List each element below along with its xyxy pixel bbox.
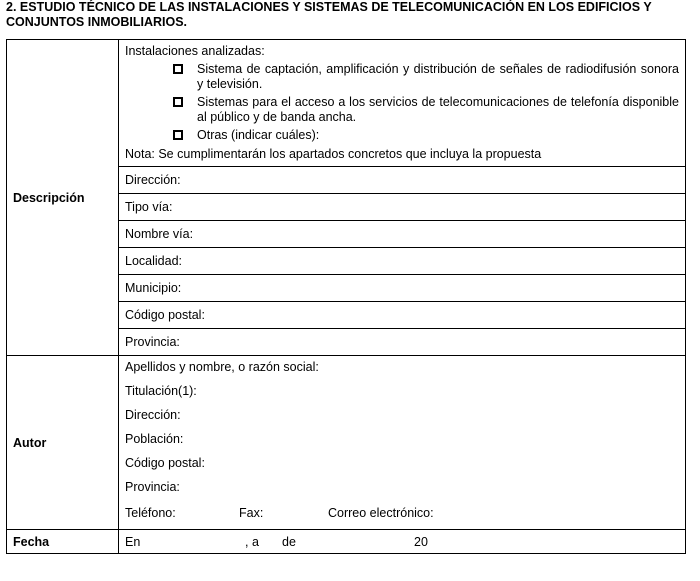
form-table [6,39,686,554]
option-radiodifusion-label: Sistema de captación, amplificación y distribución de señales de radiodifusión sonora y televisión. [197,62,679,91]
checkbox-telefonia[interactable] [173,97,183,107]
autor-nombre-field[interactable]: Apellidos y nombre, o razón social: [125,359,319,374]
option-otras [173,128,679,143]
autor-telefono-field[interactable]: Teléfono: [125,505,176,520]
autor-direccion-field[interactable]: Dirección: [125,407,181,422]
field-tipo-via[interactable]: Tipo vía: [119,194,686,221]
autor-codigo-postal-field[interactable]: Código postal: [125,455,205,470]
field-nombre-via[interactable]: Nombre vía: [119,221,686,248]
field-direccion[interactable]: Dirección: [119,167,686,194]
field-localidad[interactable]: Localidad: [119,248,686,275]
autor-provincia-field[interactable]: Provincia: [125,479,180,494]
option-telefonia-label: Sistemas para el acceso a los servicios de telecomunicaciones de telefonía disponible al público y de banda ancha. [197,95,679,124]
autor-correo-field[interactable]: Correo electrónico: [328,505,434,520]
fecha-row [125,531,679,553]
option-otras-label: Otras (indicar cuáles): [197,128,320,142]
section-heading: 2. ESTUDIO TÉCNICO DE LAS INSTALACIONES Y SISTEMAS DE TELECOMUNICACIÓN EN LOS EDIFICIOS Y CONJUNTOS INMOBILIARIOS. [6,0,652,29]
field-municipio[interactable]: Municipio: [119,275,686,302]
option-telefonia [173,95,679,125]
autor-contacto-row [125,504,679,528]
autor-poblacion-field[interactable]: Población: [125,431,184,446]
checkbox-otras[interactable] [173,130,183,140]
field-codigo-postal[interactable]: Código postal: [119,302,686,329]
autor-label: Autor [7,356,119,530]
instalaciones-block [119,40,686,167]
option-radiodifusion [173,62,679,92]
instalaciones-intro: Instalaciones analizadas: [125,44,265,58]
fecha-label: Fecha [7,530,119,554]
checkbox-radiodifusion[interactable] [173,64,183,74]
fecha-en-field[interactable]: En [125,534,141,549]
nota-text: Nota: Se cumplimentarán los apartados concretos que incluya la propuesta [125,147,542,161]
autor-fax-field[interactable]: Fax: [239,505,264,520]
fecha-anio-field[interactable]: 20 [414,534,428,549]
autor-titulacion-field[interactable]: Titulación(1): [125,383,197,398]
descripcion-label: Descripción [7,40,119,356]
fecha-dia-field[interactable]: , a [245,534,259,549]
field-provincia[interactable]: Provincia: [119,329,686,356]
autor-block [119,356,686,530]
fecha-block [119,530,686,554]
fecha-mes-field[interactable]: de [282,534,296,549]
